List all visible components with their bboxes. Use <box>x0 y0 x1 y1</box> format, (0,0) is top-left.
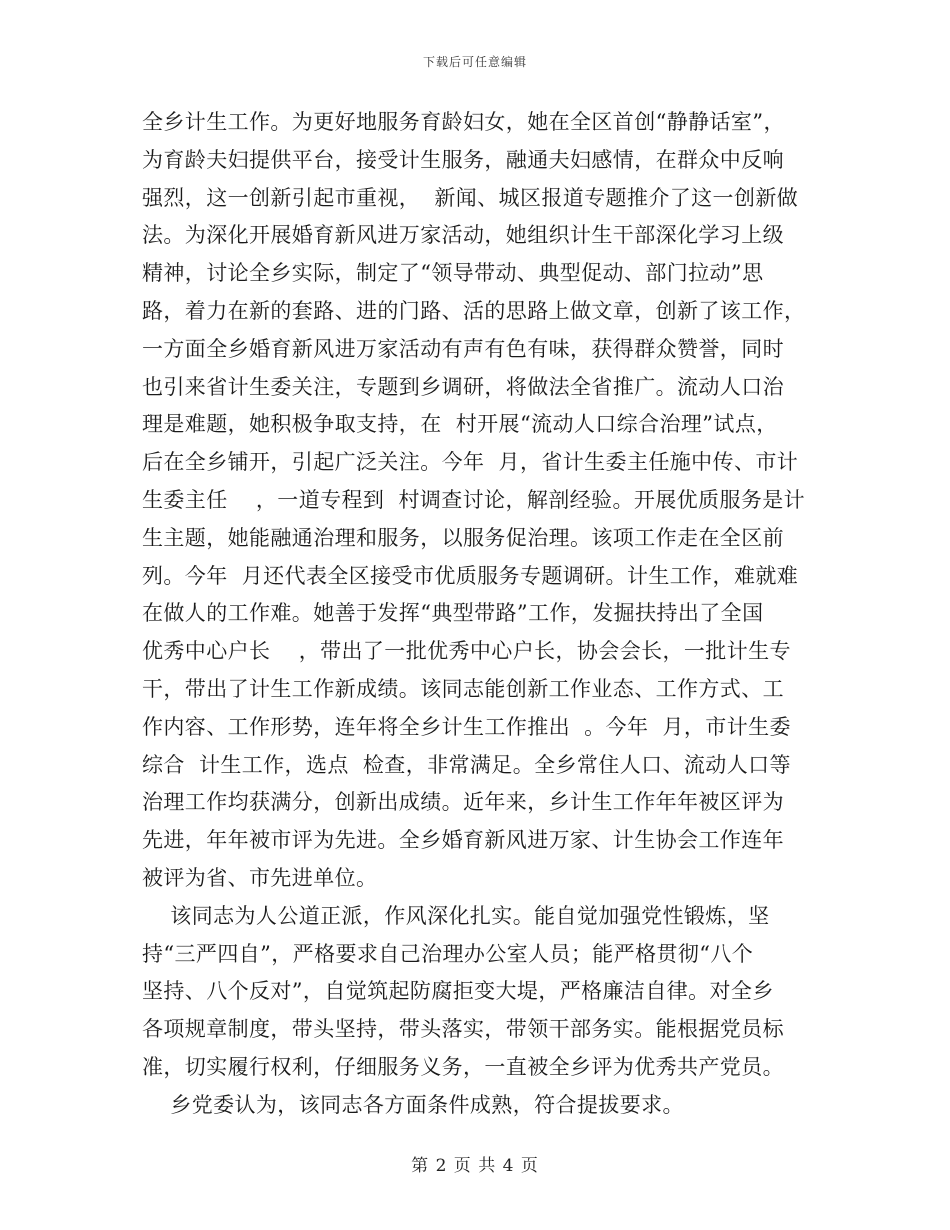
document-body <box>142 104 812 1125</box>
text-line: 先进，年年被市评为先进。全乡婚育新风进万家、计生协会工作连年 <box>142 828 784 853</box>
text-line: 精神，讨论全乡实际，制定了“领导带动、典型促动、部门拉动”思 <box>142 261 764 286</box>
text-line: 准，切实履行权利，仔细服务义务，一直被全乡评为优秀共产党员。 <box>142 1054 784 1079</box>
text-line: 生委主任 ，一道专程到 村调查讨论，解剖经验。开展优质服务是计 <box>142 487 806 512</box>
text-line: 列。今年 月还代表全区接受市优质服务专题调研。计生工作，难就难 <box>142 563 799 588</box>
text-line: 强烈，这一创新引起市重视， 新闻、城区报道专题推介了这一创新做 <box>142 185 799 210</box>
text-line: 各项规章制度，带头坚持，带头落实，带领干部务实。能根据党员标 <box>142 1017 784 1042</box>
text-line: 综合 计生工作，选点 检查，非常满足。全乡常住人口、流动人口等 <box>142 752 791 777</box>
text-line: 路，着力在新的套路、进的门路、活的思路上做文章，创新了该工作， <box>142 298 806 323</box>
text-line: 坚持、八个反对”，自觉筑起防腐拒变大堤，严格廉洁自律。对全乡 <box>142 979 774 1004</box>
text-line: 治理工作均获满分，创新出成绩。近年来，乡计生工作年年被区评为 <box>142 790 784 815</box>
text-line: 优秀中心户长 ，带出了一批优秀中心户长，协会会长，一批计生专 <box>142 639 791 664</box>
text-line: 干，带出了计生工作新成绩。该同志能创新工作业态、工作方式、工 <box>142 676 784 701</box>
text-line: 作内容、工作形势，连年将全乡计生工作推出 。今年 月，市计生委 <box>142 714 791 739</box>
download-note: 下载后可任意编辑 <box>422 55 527 69</box>
text-line: 持“三严四自”，严格要求自己治理办公室人员；能严格贯彻“八个 <box>142 941 754 966</box>
text-line: 后在全乡铺开，引起广泛关注。今年 月，省计生委主任施中传、市计 <box>142 450 799 475</box>
text-line: 乡党委认为，该同志各方面条件成熟，符合提拔要求。 <box>142 1092 684 1117</box>
text-line: 也引来省计生委关注，专题到乡调研，将做法全省推广。流动人口治 <box>142 374 784 399</box>
text-line: 理是难题，她积极争取支持，在 村开展“流动人口综合治理”试点， <box>142 412 778 437</box>
text-line: 法。为深化开展婚育新风进万家活动，她组织计生干部深化学习上级 <box>142 223 784 248</box>
text-line: 生主题，她能融通治理和服务，以服务促治理。该项工作走在全区前 <box>142 525 784 550</box>
text-line: 在做人的工作难。她善于发挥“典型带路”工作，发掘扶持出了全国 <box>142 601 764 626</box>
text-line: 该同志为人公道正派，作风深化扎实。能自觉加强党性锻炼，坚 <box>142 903 770 928</box>
text-line: 被评为省、市先进单位。 <box>142 865 378 890</box>
text-line: 一方面全乡婚育新风进万家活动有声有色有味，获得群众赞誉，同时 <box>142 336 784 361</box>
page-number: 第 2 页 共 4 页 <box>411 1156 539 1176</box>
text-line: 全乡计生工作。为更好地服务育龄妇女，她在全区首创“静静话室”， <box>142 110 785 134</box>
page-footer <box>0 1151 950 1176</box>
text-line: 为育龄夫妇提供平台，接受计生服务，融通夫妇感情，在群众中反响 <box>142 147 784 172</box>
